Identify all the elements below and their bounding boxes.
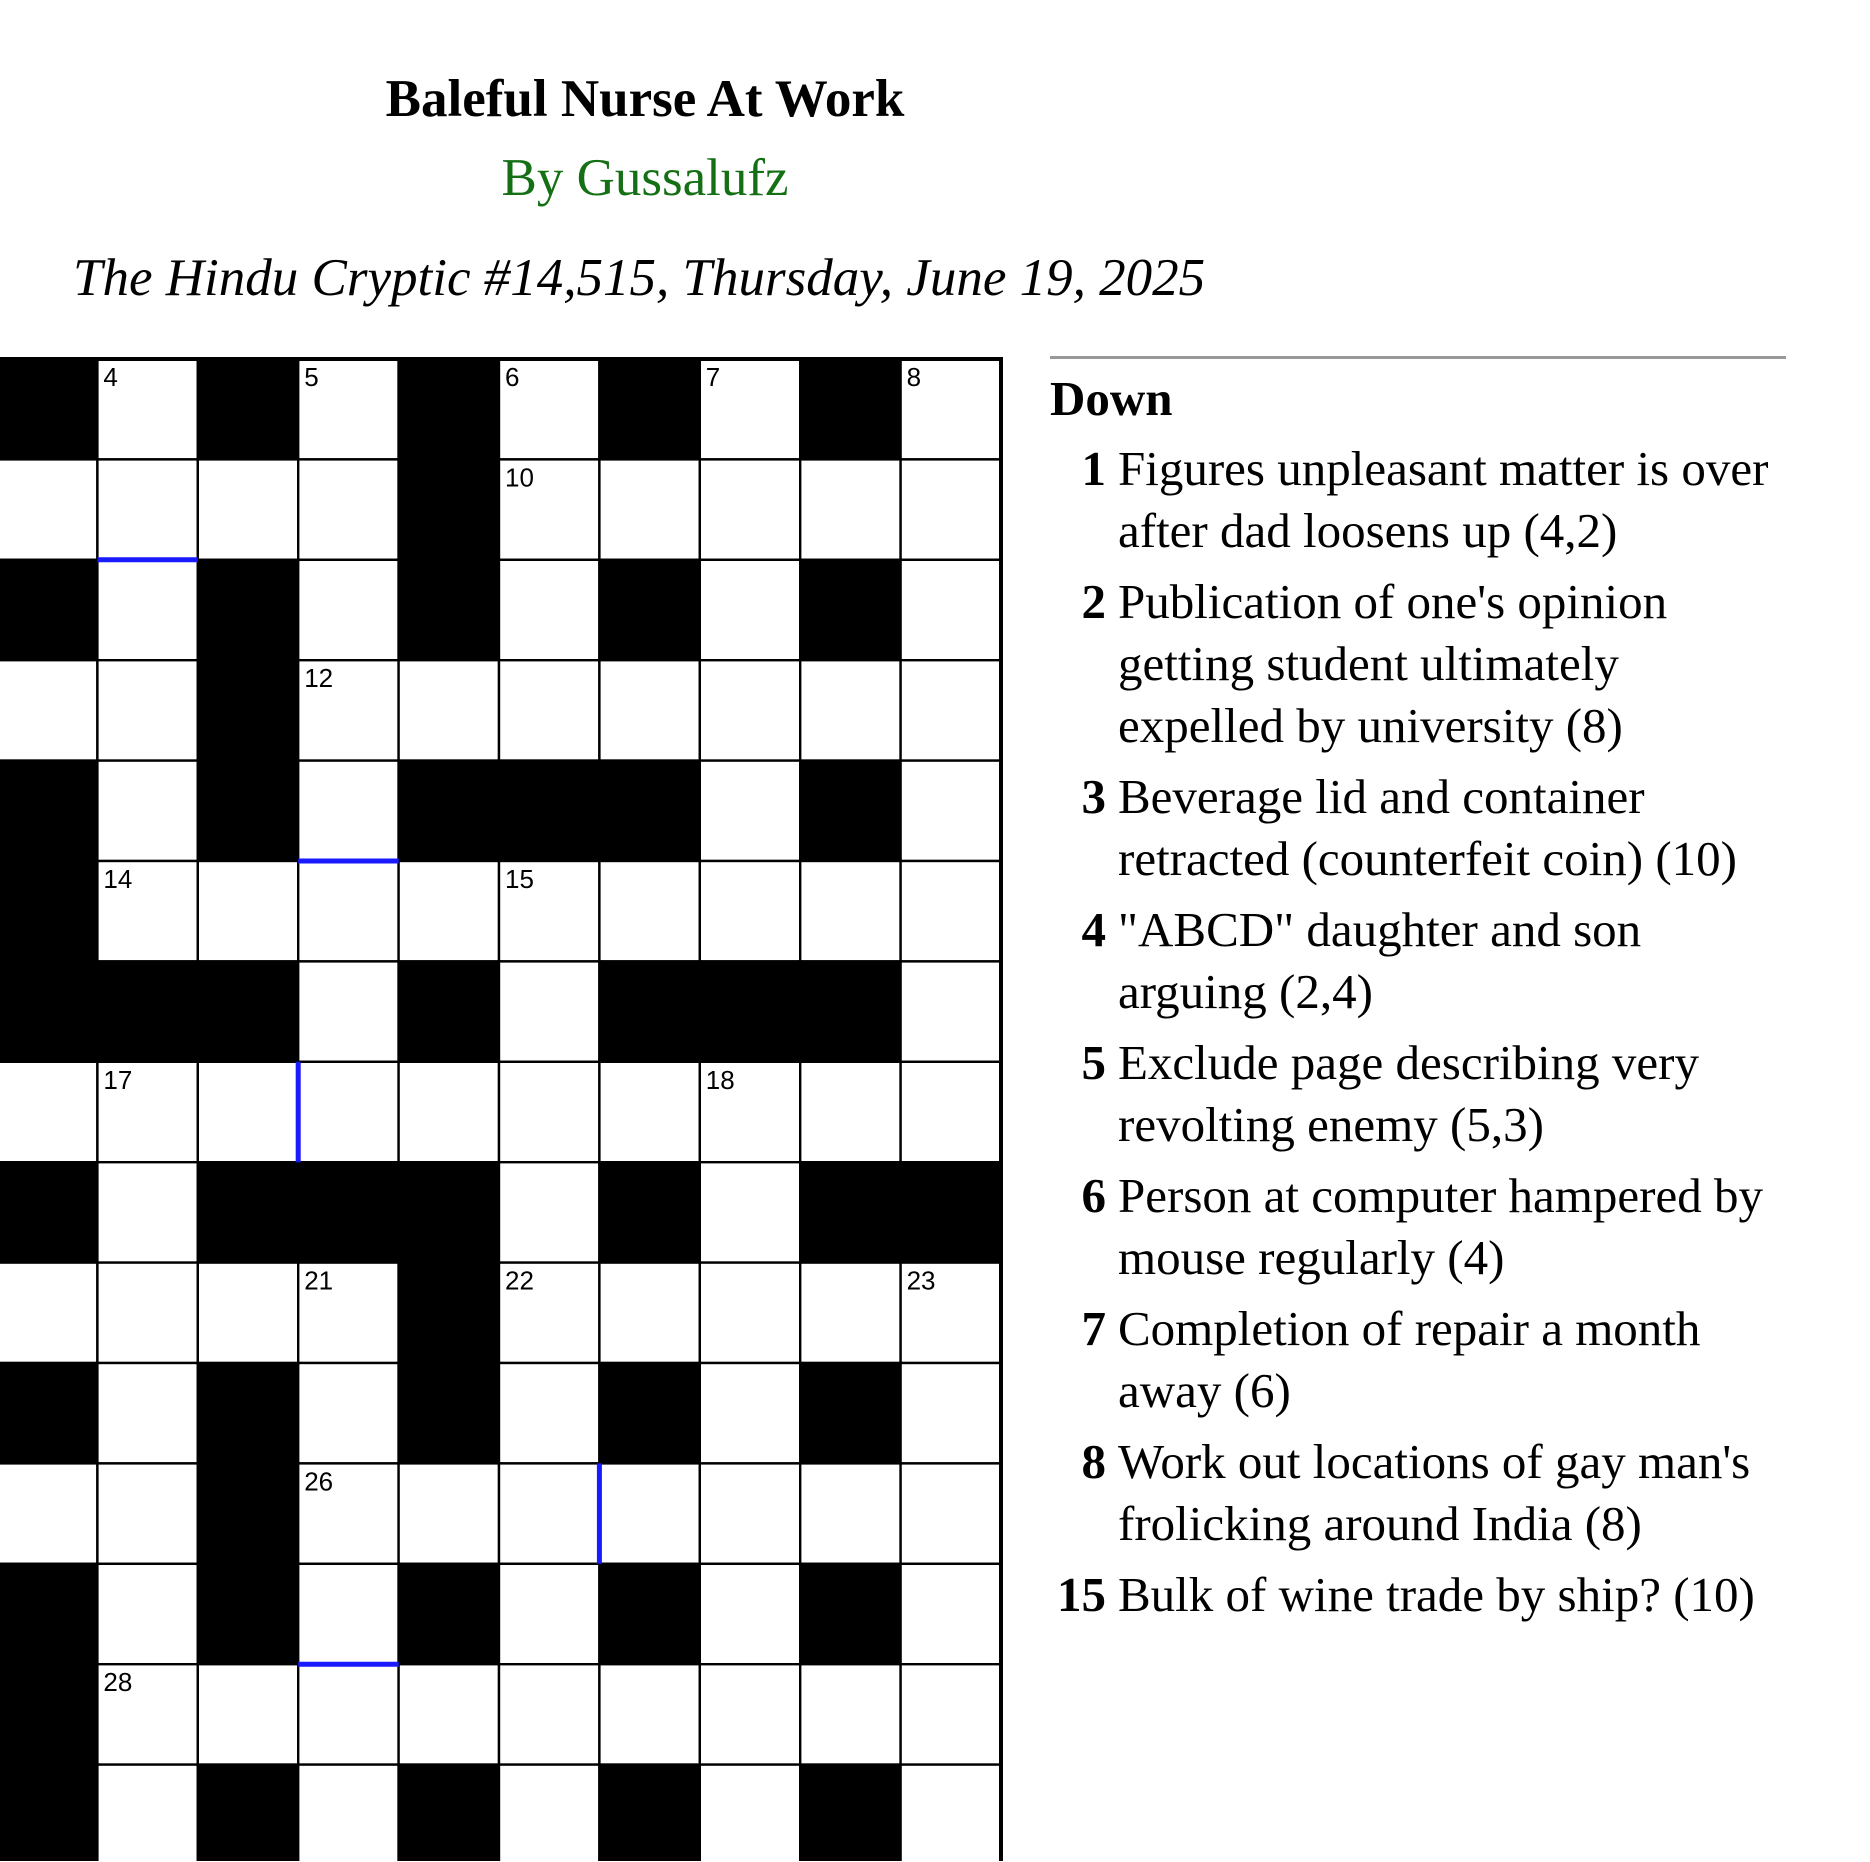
grid-cell[interactable] bbox=[901, 1765, 1001, 1861]
grid-cell[interactable] bbox=[0, 660, 97, 760]
clue-number: 3 bbox=[1081, 769, 1106, 824]
grid-cell[interactable] bbox=[700, 560, 800, 660]
grid-cell[interactable] bbox=[399, 1062, 499, 1162]
grid-cell[interactable] bbox=[97, 1564, 197, 1664]
block-cell bbox=[0, 761, 97, 861]
block-cell bbox=[198, 560, 298, 660]
grid-cell[interactable] bbox=[499, 660, 599, 760]
clue-text: Person at computer hampered by mouse regularly (4) bbox=[1118, 1168, 1763, 1285]
block-cell bbox=[800, 1363, 900, 1463]
grid-cell[interactable] bbox=[700, 1162, 800, 1262]
grid-cell[interactable] bbox=[399, 861, 499, 961]
down-clue-list bbox=[1050, 438, 1790, 1635]
grid-cell[interactable] bbox=[700, 660, 800, 760]
puzzle-title: Baleful Nurse At Work bbox=[385, 70, 905, 128]
grid-cell[interactable] bbox=[499, 1363, 599, 1463]
block-cell bbox=[399, 459, 499, 559]
grid-cell[interactable] bbox=[499, 961, 599, 1061]
cell-number: 23 bbox=[906, 1265, 936, 1296]
clue-number: 4 bbox=[1081, 902, 1106, 957]
grid-cell[interactable] bbox=[700, 861, 800, 961]
grid-cell[interactable] bbox=[499, 1463, 599, 1563]
cell-number: 6 bbox=[505, 362, 520, 392]
block-cell bbox=[0, 961, 97, 1061]
grid-cell[interactable] bbox=[298, 1765, 398, 1861]
block-cell bbox=[599, 1162, 699, 1262]
grid-cell[interactable] bbox=[0, 459, 97, 559]
block-cell bbox=[800, 1162, 900, 1262]
grid-cell[interactable] bbox=[599, 1263, 699, 1363]
grid-cell[interactable] bbox=[97, 459, 197, 559]
grid-cell[interactable] bbox=[97, 1263, 197, 1363]
grid-cell[interactable] bbox=[97, 1765, 197, 1861]
grid-cell[interactable] bbox=[599, 459, 699, 559]
block-cell bbox=[198, 660, 298, 760]
grid-cell[interactable] bbox=[499, 560, 599, 660]
grid-cell[interactable] bbox=[599, 1463, 699, 1563]
grid-cell[interactable] bbox=[700, 459, 800, 559]
grid-cell[interactable] bbox=[298, 961, 398, 1061]
clue-number: 1 bbox=[1081, 441, 1106, 496]
block-cell bbox=[198, 359, 298, 459]
grid-cell[interactable] bbox=[0, 1062, 97, 1162]
block-cell bbox=[0, 861, 97, 961]
grid-cell[interactable] bbox=[97, 1162, 197, 1262]
grid-cell[interactable] bbox=[800, 861, 900, 961]
grid-cell[interactable] bbox=[901, 560, 1001, 660]
crossword-grid bbox=[0, 357, 1012, 1861]
block-cell bbox=[198, 1564, 298, 1664]
grid-cell[interactable] bbox=[499, 1162, 599, 1262]
grid-cell[interactable] bbox=[700, 1363, 800, 1463]
block-cell bbox=[0, 1363, 97, 1463]
grid-cell[interactable] bbox=[800, 1463, 900, 1563]
grid-cell[interactable] bbox=[198, 459, 298, 559]
clue-text: Beverage lid and container retracted (counterfeit coin) (10) bbox=[1118, 769, 1737, 886]
cell-number: 26 bbox=[304, 1466, 334, 1497]
grid-cell[interactable] bbox=[399, 1664, 499, 1764]
block-cell bbox=[198, 1765, 298, 1861]
cell-number: 7 bbox=[705, 362, 721, 392]
grid-cell[interactable] bbox=[800, 459, 900, 559]
block-cell bbox=[399, 961, 499, 1061]
grid-cell[interactable] bbox=[700, 1263, 800, 1363]
clue-number: 15 bbox=[1057, 1567, 1106, 1622]
block-cell bbox=[0, 1162, 97, 1262]
grid-cell[interactable] bbox=[599, 861, 699, 961]
block-cell bbox=[198, 1363, 298, 1463]
grid-cell[interactable] bbox=[599, 1664, 699, 1764]
block-cell bbox=[800, 1564, 900, 1664]
grid-cell[interactable] bbox=[399, 660, 499, 760]
block-cell bbox=[599, 1363, 699, 1463]
block-cell bbox=[399, 1765, 499, 1861]
block-cell bbox=[198, 1463, 298, 1563]
grid-cell[interactable] bbox=[700, 1463, 800, 1563]
cell-number: 14 bbox=[103, 864, 133, 894]
block-cell bbox=[198, 761, 298, 861]
grid-cell[interactable] bbox=[901, 1564, 1001, 1664]
block-cell bbox=[198, 1162, 298, 1262]
grid-cell[interactable] bbox=[800, 1664, 900, 1764]
cell-number: 28 bbox=[103, 1667, 133, 1698]
clue-text: Publication of one's opinion getting student ultimately expelled by university (8) bbox=[1118, 574, 1668, 753]
block-cell bbox=[0, 1765, 97, 1861]
clue-text: Completion of repair a month away (6) bbox=[1118, 1301, 1701, 1418]
block-cell bbox=[599, 560, 699, 660]
grid-cell[interactable] bbox=[298, 459, 398, 559]
block-cell bbox=[298, 1162, 398, 1262]
grid-cell[interactable] bbox=[0, 1263, 97, 1363]
down-heading: Down bbox=[1050, 371, 1173, 426]
down-clue-4[interactable] bbox=[1050, 899, 1790, 1023]
grid-cell[interactable] bbox=[298, 1363, 398, 1463]
grid-cell[interactable] bbox=[499, 1664, 599, 1764]
block-cell bbox=[800, 761, 900, 861]
down-clue-15[interactable] bbox=[1050, 1564, 1790, 1626]
grid-cell[interactable] bbox=[800, 1263, 900, 1363]
block-cell bbox=[599, 1564, 699, 1664]
block-cell bbox=[399, 560, 499, 660]
clue-number: 2 bbox=[1081, 574, 1106, 629]
block-cell bbox=[0, 359, 97, 459]
cell-number: 10 bbox=[505, 462, 534, 493]
block-cell bbox=[399, 1263, 499, 1363]
cell-number: 8 bbox=[906, 362, 922, 392]
block-cell bbox=[97, 961, 197, 1061]
cell-number: 12 bbox=[304, 663, 334, 694]
block-cell bbox=[800, 1765, 900, 1861]
down-clue-1[interactable] bbox=[1050, 438, 1790, 562]
grid-cell[interactable] bbox=[700, 1765, 800, 1861]
grid-svg bbox=[0, 357, 1012, 1861]
block-cell bbox=[800, 961, 900, 1061]
down-clue-7[interactable] bbox=[1050, 1298, 1790, 1422]
grid-cell[interactable] bbox=[298, 560, 398, 660]
issue-line: The Hindu Cryptic #14,515, Thursday, June 19, 2025 bbox=[73, 249, 1206, 307]
block-cell bbox=[800, 560, 900, 660]
down-clue-2[interactable] bbox=[1050, 571, 1790, 757]
grid-cell[interactable] bbox=[901, 459, 1001, 559]
cell-number: 22 bbox=[505, 1265, 534, 1296]
block-cell bbox=[599, 359, 699, 459]
block-cell bbox=[399, 1162, 499, 1262]
block-cell bbox=[399, 1363, 499, 1463]
grid-cell[interactable] bbox=[599, 1062, 699, 1162]
grid-cell[interactable] bbox=[198, 1062, 298, 1162]
grid-cell[interactable] bbox=[97, 761, 197, 861]
cell-number: 17 bbox=[103, 1064, 133, 1095]
grid-cell[interactable] bbox=[198, 1263, 298, 1363]
clue-text: Work out locations of gay man's frolicking around India (8) bbox=[1118, 1434, 1751, 1551]
grid-cell[interactable] bbox=[901, 1463, 1001, 1563]
grid-cell[interactable] bbox=[700, 761, 800, 861]
grid-cell[interactable] bbox=[97, 1363, 197, 1463]
grid-cell[interactable] bbox=[298, 761, 398, 861]
grid-cell[interactable] bbox=[97, 660, 197, 760]
cell-number: 18 bbox=[705, 1064, 735, 1095]
cell-number: 21 bbox=[304, 1265, 334, 1296]
grid-cell[interactable] bbox=[298, 1062, 398, 1162]
block-cell bbox=[599, 961, 699, 1061]
block-cell bbox=[198, 961, 298, 1061]
grid-cell[interactable] bbox=[198, 1664, 298, 1764]
block-cell bbox=[499, 761, 599, 861]
clue-number: 6 bbox=[1081, 1168, 1106, 1223]
block-cell bbox=[800, 359, 900, 459]
clue-number: 8 bbox=[1081, 1434, 1106, 1489]
cell-number: 4 bbox=[103, 362, 118, 392]
grid-cell[interactable] bbox=[901, 1363, 1001, 1463]
down-clue-5[interactable] bbox=[1050, 1032, 1790, 1156]
block-cell bbox=[0, 1564, 97, 1664]
block-cell bbox=[0, 560, 97, 660]
grid-cell[interactable] bbox=[298, 861, 398, 961]
block-cell bbox=[0, 1664, 97, 1764]
grid-cell[interactable] bbox=[901, 961, 1001, 1061]
clue-text: Figures unpleasant matter is over after dad loosens up (4,2) bbox=[1118, 441, 1769, 558]
author-byline[interactable]: By Gussalufz bbox=[501, 149, 789, 207]
grid-cell[interactable] bbox=[800, 1062, 900, 1162]
clue-number: 7 bbox=[1081, 1301, 1106, 1356]
grid-cell[interactable] bbox=[499, 1062, 599, 1162]
grid-cell[interactable] bbox=[499, 1765, 599, 1861]
grid-cell[interactable] bbox=[499, 1564, 599, 1664]
panel-divider bbox=[1050, 356, 1786, 359]
block-cell bbox=[399, 359, 499, 459]
grid-cell[interactable] bbox=[97, 560, 197, 660]
grid-cell[interactable] bbox=[901, 861, 1001, 961]
grid-cell[interactable] bbox=[901, 1664, 1001, 1764]
block-cell bbox=[599, 1765, 699, 1861]
block-cell bbox=[399, 761, 499, 861]
block-cell bbox=[700, 961, 800, 1061]
cell-number: 5 bbox=[304, 362, 319, 392]
grid-cell[interactable] bbox=[800, 660, 900, 760]
block-cell bbox=[599, 761, 699, 861]
grid-cell[interactable] bbox=[298, 1564, 398, 1664]
clue-text: "ABCD" daughter and son arguing (2,4) bbox=[1118, 902, 1642, 1019]
down-clue-8[interactable] bbox=[1050, 1431, 1790, 1555]
grid-cell[interactable] bbox=[599, 660, 699, 760]
block-cell bbox=[901, 1162, 1001, 1262]
grid-cell[interactable] bbox=[198, 861, 298, 961]
clue-number: 5 bbox=[1081, 1035, 1106, 1090]
down-clue-6[interactable] bbox=[1050, 1165, 1790, 1289]
clue-text: Exclude page describing very revolting enemy (5,3) bbox=[1118, 1035, 1699, 1152]
grid-cell[interactable] bbox=[97, 1463, 197, 1563]
grid-cell[interactable] bbox=[901, 660, 1001, 760]
grid-cell[interactable] bbox=[901, 761, 1001, 861]
clue-text: Bulk of wine trade by ship? (10) bbox=[1118, 1567, 1755, 1622]
grid-cell[interactable] bbox=[700, 1664, 800, 1764]
grid-cell[interactable] bbox=[298, 1664, 398, 1764]
grid-cell[interactable] bbox=[0, 1463, 97, 1563]
cell-number: 15 bbox=[505, 864, 534, 894]
down-clue-3[interactable] bbox=[1050, 766, 1790, 890]
block-cell bbox=[399, 1564, 499, 1664]
grid-cell[interactable] bbox=[700, 1564, 800, 1664]
grid-cell[interactable] bbox=[901, 1062, 1001, 1162]
grid-cell[interactable] bbox=[399, 1463, 499, 1563]
